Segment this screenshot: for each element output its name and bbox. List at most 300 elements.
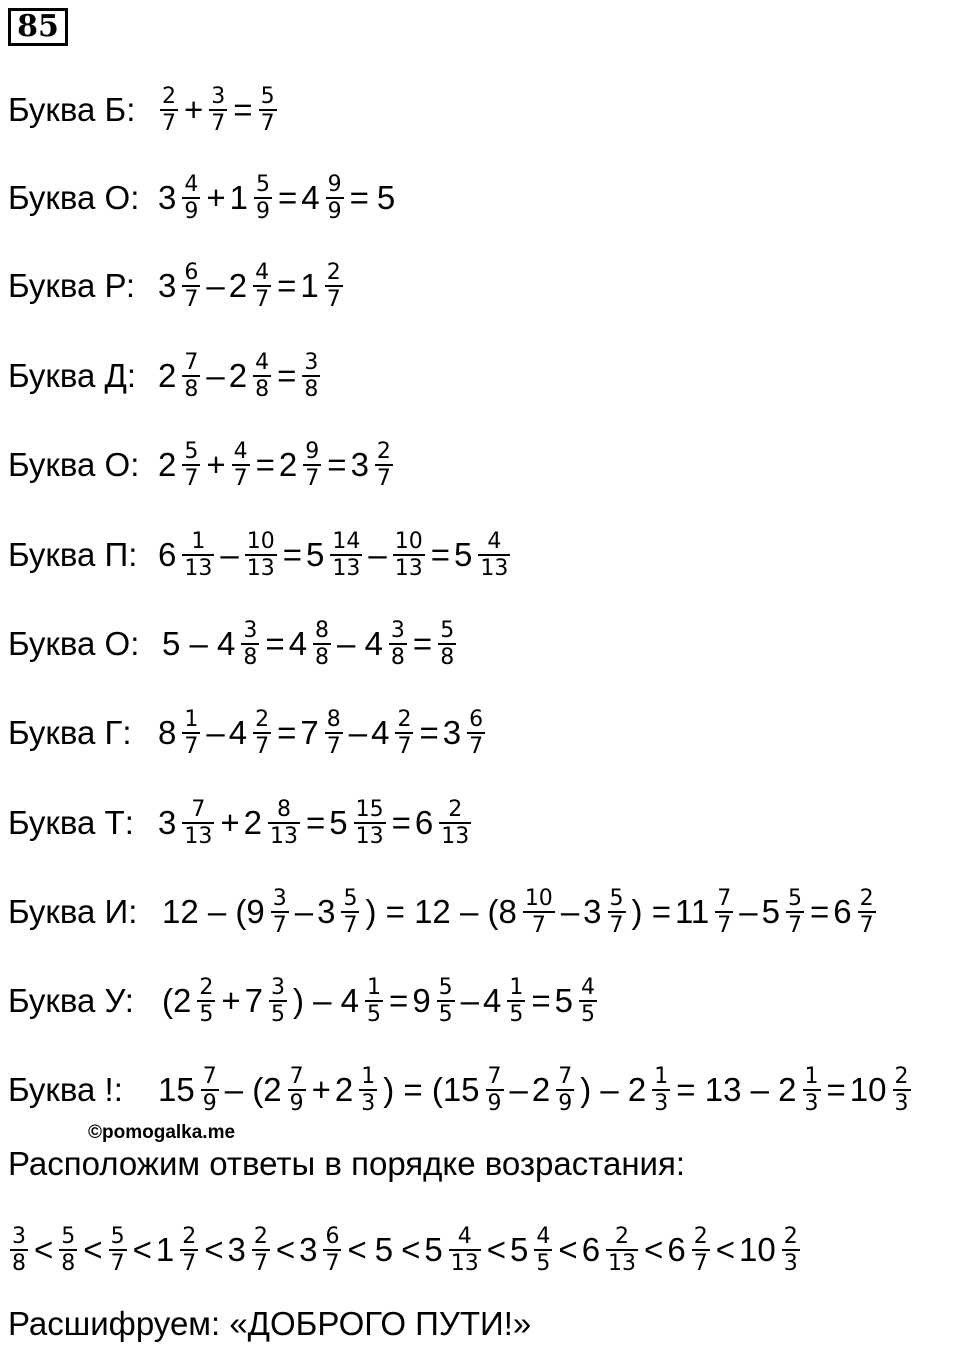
operator: ) =	[631, 893, 671, 930]
fraction	[326, 172, 344, 224]
operator: –	[509, 1071, 528, 1108]
operator: +	[221, 982, 241, 1019]
fraction	[288, 1064, 306, 1116]
operator: ) – 2	[580, 1071, 647, 1108]
operator: –	[368, 536, 387, 573]
whole-part: 5	[424, 1231, 443, 1268]
solution-row	[8, 698, 487, 768]
whole-part: 1	[229, 179, 248, 216]
operator: 5	[374, 1231, 394, 1268]
operator: –	[294, 893, 314, 930]
operator: –	[206, 267, 225, 304]
denominator: 7	[255, 287, 270, 312]
whole-part: 6	[581, 1231, 601, 1268]
fraction	[253, 350, 271, 402]
operator: <	[204, 1231, 224, 1268]
numerator: 5	[256, 172, 270, 197]
denominator: 5	[199, 1002, 214, 1027]
fraction	[437, 975, 455, 1027]
denominator: 5	[438, 1002, 453, 1027]
whole-part: 4	[483, 982, 502, 1019]
denominator: 3	[804, 1091, 819, 1116]
operator: =	[277, 714, 297, 751]
fraction	[579, 975, 597, 1027]
whole-part: 8	[158, 714, 177, 751]
operator: <	[715, 1231, 735, 1268]
fraction	[439, 797, 471, 849]
denominator: 5	[270, 1002, 285, 1027]
numerator: 1	[654, 1064, 669, 1089]
numerator: 4	[487, 529, 502, 554]
numerator: 10	[524, 886, 553, 911]
numerator: 7	[487, 1064, 502, 1089]
numerator: 8	[277, 797, 291, 822]
fraction	[606, 1224, 638, 1276]
denominator: 7	[110, 1251, 125, 1276]
numerator: 7	[202, 1064, 217, 1089]
numerator: 5	[343, 886, 358, 911]
fraction	[232, 439, 250, 491]
fraction	[303, 439, 321, 491]
operator: –	[739, 893, 758, 930]
row-label: Буква Т:	[8, 804, 134, 841]
fraction	[330, 529, 362, 581]
numerator: 2	[397, 707, 412, 732]
operator: <	[644, 1231, 664, 1268]
fraction	[325, 260, 343, 312]
fraction	[209, 84, 227, 136]
whole-part: 3	[158, 267, 177, 304]
denominator: 9	[289, 1091, 304, 1116]
whole-part: 3	[583, 893, 602, 930]
whole-part: 2	[158, 446, 177, 483]
whole-part: 6	[158, 536, 177, 573]
operator: =	[282, 536, 302, 573]
denominator: 5	[581, 1002, 596, 1027]
fraction	[692, 1224, 710, 1276]
denominator: 13	[184, 824, 213, 849]
operator: ) = (15	[383, 1071, 480, 1108]
numerator: 5	[609, 886, 624, 911]
whole-part: 5	[329, 804, 348, 841]
operator: =	[531, 982, 551, 1019]
whole-part: 2	[243, 804, 262, 841]
whole-part: 6	[414, 804, 434, 841]
fraction	[359, 1064, 377, 1116]
whole-part: 5	[510, 1231, 529, 1268]
fraction	[507, 975, 525, 1027]
numerator: 2	[615, 1224, 630, 1249]
whole-part: 4	[288, 625, 308, 662]
whole-part: 5	[761, 893, 780, 930]
denominator: 7	[717, 913, 732, 938]
decode-text: Расшифруем: «ДОБРОГО ПУТИ!»	[8, 1305, 532, 1342]
whole-part: 11	[674, 893, 710, 930]
solution-row	[8, 877, 878, 947]
denominator: 7	[609, 913, 624, 938]
numerator: 5	[438, 975, 453, 1000]
denominator: 7	[326, 287, 341, 312]
row-label: Буква О:	[8, 179, 140, 216]
whole-part: 10	[738, 1231, 776, 1268]
operator: +	[184, 91, 204, 128]
numerator: 6	[325, 1224, 340, 1249]
expression	[158, 707, 487, 759]
numerator: 3	[12, 1224, 26, 1249]
numerator: 2	[182, 1224, 197, 1249]
denominator: 13	[184, 556, 213, 581]
row-label: Буква О:	[8, 625, 140, 662]
denominator: 8	[390, 645, 405, 670]
fraction	[534, 1224, 552, 1276]
numerator: 4	[233, 439, 248, 464]
row-label: Буква Д:	[8, 357, 137, 394]
solution-row	[8, 163, 399, 233]
fraction	[182, 707, 200, 759]
row-label: Буква !:	[8, 1071, 123, 1108]
fraction	[323, 1224, 341, 1276]
whole-part: 2	[334, 1071, 354, 1108]
numerator: 2	[693, 1224, 708, 1249]
fraction	[395, 707, 413, 759]
operator: =	[278, 179, 298, 216]
denominator: 7	[376, 466, 391, 491]
numerator: 10	[394, 529, 423, 554]
fraction	[478, 529, 510, 581]
denominator: 7	[326, 734, 341, 759]
numerator: 2	[326, 260, 341, 285]
numerator: 2	[376, 439, 391, 464]
denominator: 8	[255, 377, 270, 402]
whole-part: 2	[228, 267, 248, 304]
solution-row	[8, 966, 599, 1036]
whole-part: 2	[158, 357, 177, 394]
denominator: 7	[233, 466, 248, 491]
operator: <	[132, 1231, 152, 1268]
solution-row	[8, 430, 395, 500]
solution-row	[8, 609, 458, 679]
numerator: 1	[804, 1064, 819, 1089]
fraction	[325, 707, 343, 759]
whole-part: 15	[158, 1071, 195, 1108]
fraction	[245, 529, 277, 581]
whole-part: 3	[442, 714, 462, 751]
operator: <	[347, 1231, 367, 1268]
numerator: 3	[390, 618, 405, 643]
fraction	[803, 1064, 821, 1116]
expression	[158, 618, 458, 670]
denominator: 3	[783, 1251, 798, 1276]
denominator: 7	[397, 734, 412, 759]
numerator: 5	[787, 886, 802, 911]
numerator: 7	[558, 1064, 573, 1089]
numerator: 2	[783, 1224, 798, 1249]
numerator: 2	[448, 797, 463, 822]
row-label: Буква И:	[8, 893, 138, 930]
fraction	[241, 618, 259, 670]
expression	[158, 886, 878, 938]
operator: +	[220, 804, 240, 841]
denominator: 8	[315, 645, 330, 670]
numerator: 1	[509, 975, 524, 1000]
denominator: 7	[531, 913, 546, 938]
numerator: 1	[191, 529, 206, 554]
operator: =	[255, 446, 275, 483]
denominator: 13	[394, 556, 423, 581]
whole-part: 2	[278, 446, 298, 483]
operator: 5	[376, 179, 396, 216]
denominator: 8	[184, 377, 199, 402]
denominator: 5	[367, 1002, 382, 1027]
numerator: 5	[440, 618, 455, 643]
numerator: 5	[184, 439, 199, 464]
fraction	[182, 439, 200, 491]
fraction	[313, 618, 331, 670]
numerator: 5	[61, 1224, 76, 1249]
fraction	[608, 886, 626, 938]
denominator: 3	[894, 1091, 909, 1116]
whole-part: 3	[299, 1231, 318, 1268]
denominator: 8	[440, 645, 455, 670]
numerator: 15	[355, 797, 384, 822]
fraction	[109, 1224, 127, 1276]
fraction	[449, 1224, 481, 1276]
whole-part: 9	[412, 982, 431, 1019]
numerator: 8	[315, 618, 330, 643]
denominator: 7	[305, 466, 320, 491]
denominator: 7	[272, 913, 287, 938]
denominator: 5	[536, 1251, 551, 1276]
numerator: 10	[246, 529, 275, 554]
numerator: 6	[184, 260, 199, 285]
operator: (2	[162, 982, 192, 1019]
operator: =	[826, 1071, 846, 1108]
operator: =	[306, 804, 326, 841]
numerator: 4	[581, 975, 596, 1000]
fraction	[354, 797, 386, 849]
ordered-expression	[8, 1224, 802, 1276]
fraction	[180, 1224, 198, 1276]
numerator: 2	[162, 84, 176, 109]
operator: +	[206, 446, 226, 483]
denominator: 13	[246, 556, 275, 581]
row-label: Буква П:	[8, 536, 138, 573]
denominator: 3	[654, 1091, 669, 1116]
fraction	[786, 886, 804, 938]
numerator: 4	[255, 350, 270, 375]
operator: ) = 12 – (8	[365, 893, 517, 930]
whole-part: 3	[350, 446, 369, 483]
denominator: 7	[184, 466, 199, 491]
numerator: 9	[305, 439, 320, 464]
solution-row	[8, 1055, 913, 1125]
operator: +	[311, 1071, 331, 1108]
solution-row	[8, 251, 345, 321]
denominator: 7	[182, 1251, 197, 1276]
operator: <	[275, 1231, 296, 1268]
operator: =	[809, 893, 830, 930]
fraction	[523, 886, 555, 938]
fraction	[252, 1224, 270, 1276]
numerator: 2	[199, 975, 214, 1000]
expression	[158, 172, 399, 224]
denominator: 7	[693, 1251, 708, 1276]
fraction	[467, 707, 485, 759]
numerator: 3	[272, 886, 287, 911]
operator: =	[265, 625, 285, 662]
denominator: 9	[558, 1091, 573, 1116]
expression	[158, 350, 322, 402]
denominator: 5	[509, 1002, 524, 1027]
operator: 12 – (9	[162, 893, 265, 930]
operator: =	[389, 982, 409, 1019]
ordered-answers	[8, 1215, 802, 1285]
expression	[158, 529, 512, 581]
denominator: 7	[325, 1251, 340, 1276]
numerator: 14	[332, 529, 361, 554]
fraction	[201, 1064, 219, 1116]
whole-part: 5	[554, 982, 574, 1019]
solution-row	[8, 341, 322, 411]
fraction	[269, 975, 287, 1027]
numerator: 7	[184, 350, 199, 375]
denominator: 9	[202, 1091, 217, 1116]
fraction	[302, 350, 320, 402]
expression	[158, 84, 279, 136]
numerator: 4	[255, 260, 270, 285]
operator: =	[277, 267, 297, 304]
operator: ) – 4	[292, 982, 360, 1019]
fraction	[782, 1224, 800, 1276]
fraction	[259, 84, 277, 136]
operator: <	[401, 1231, 421, 1268]
numerator: 3	[270, 975, 285, 1000]
numerator: 5	[260, 84, 275, 109]
fraction	[197, 975, 215, 1027]
fraction	[10, 1224, 28, 1276]
fraction	[182, 529, 214, 581]
row-label: Буква У:	[8, 982, 134, 1019]
denominator: 13	[270, 824, 298, 849]
operator: =	[277, 357, 297, 394]
whole-part: 4	[371, 714, 390, 751]
whole-part: 5	[454, 536, 473, 573]
row-label: Буква Б:	[8, 91, 136, 128]
denominator: 7	[260, 111, 275, 136]
denominator: 7	[162, 111, 176, 136]
fraction	[253, 707, 271, 759]
fraction	[486, 1064, 504, 1116]
fraction	[271, 886, 289, 938]
whole-part: 7	[300, 714, 319, 751]
fraction	[375, 439, 393, 491]
denominator: 13	[450, 1251, 479, 1276]
fraction	[182, 350, 200, 402]
fraction	[160, 84, 178, 136]
whole-part: 4	[301, 179, 320, 216]
fraction	[389, 618, 407, 670]
operator: <	[34, 1231, 54, 1268]
operator: <	[486, 1231, 507, 1268]
denominator: 7	[253, 1251, 268, 1276]
numerator: 3	[304, 350, 319, 375]
fraction	[858, 886, 876, 938]
operator: <	[558, 1231, 578, 1268]
denominator: 3	[361, 1091, 376, 1116]
whole-part: 4	[228, 714, 248, 751]
fraction	[254, 172, 272, 224]
denominator: 7	[255, 734, 270, 759]
whole-part: 6	[667, 1231, 686, 1268]
denominator: 13	[608, 1251, 637, 1276]
whole-part: 5	[306, 536, 325, 573]
numerator: 3	[211, 84, 226, 109]
denominator: 9	[487, 1091, 502, 1116]
denominator: 7	[184, 734, 199, 759]
denominator: 13	[355, 824, 384, 849]
denominator: 8	[12, 1251, 26, 1276]
fraction	[253, 260, 271, 312]
denominator: 9	[184, 199, 199, 224]
operator: –	[206, 357, 225, 394]
fraction	[365, 975, 383, 1027]
problem-number: 85	[8, 8, 68, 46]
numerator: 8	[326, 707, 341, 732]
operator: –	[560, 893, 580, 930]
fraction	[182, 172, 200, 224]
denominator: 13	[332, 556, 361, 581]
numerator: 2	[253, 1224, 268, 1249]
fraction	[268, 797, 300, 849]
numerator: 6	[469, 707, 484, 732]
whole-part: 2	[531, 1071, 551, 1108]
denominator: 7	[469, 734, 484, 759]
operator: <	[83, 1231, 103, 1268]
whole-part: 6	[833, 893, 852, 930]
denominator: 8	[243, 645, 258, 670]
operator: –	[460, 982, 480, 1019]
watermark: ©pomogalka.me	[88, 1122, 236, 1143]
fraction	[393, 529, 425, 581]
numerator: 7	[289, 1064, 304, 1089]
operator: –	[348, 714, 368, 751]
operator: =	[349, 179, 369, 216]
fraction	[438, 618, 456, 670]
numerator: 3	[243, 618, 258, 643]
expression	[158, 975, 599, 1027]
numerator: 7	[717, 886, 732, 911]
denominator: 9	[327, 199, 342, 224]
operator: =	[419, 714, 439, 751]
fraction	[556, 1064, 574, 1116]
numerator: 4	[184, 172, 199, 197]
numerator: 1	[184, 707, 199, 732]
whole-part: 1	[155, 1231, 175, 1268]
denominator: 9	[256, 199, 270, 224]
operator: –	[206, 714, 225, 751]
denominator: 8	[304, 377, 319, 402]
denominator: 7	[343, 913, 358, 938]
operator: =	[233, 91, 253, 128]
denominator: 7	[184, 287, 199, 312]
operator: =	[327, 446, 347, 483]
numerator: 5	[110, 1224, 125, 1249]
row-label: Буква Р:	[8, 267, 136, 304]
fraction	[893, 1064, 911, 1116]
fraction	[652, 1064, 670, 1116]
numerator: 2	[859, 886, 874, 911]
denominator: 7	[211, 111, 226, 136]
